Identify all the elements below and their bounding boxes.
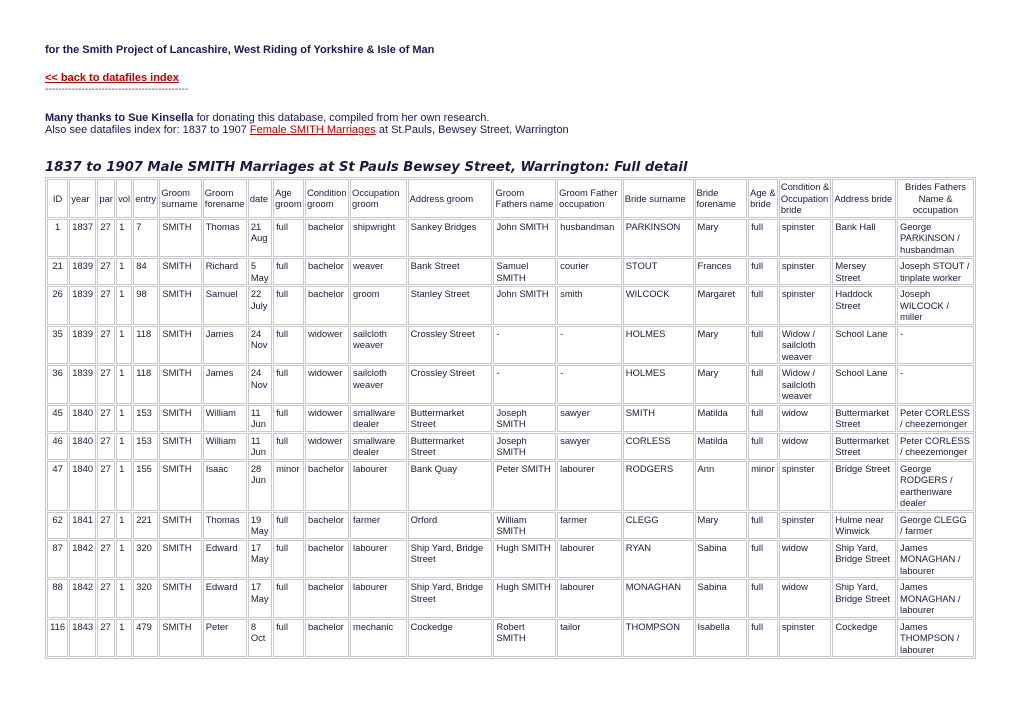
- cell-entry: 153: [133, 433, 158, 460]
- cell-entry: 155: [133, 461, 158, 511]
- cell-entry: 479: [133, 619, 158, 658]
- cell-groom-father-occupation: -: [557, 365, 622, 404]
- table-row: [47, 326, 974, 365]
- cell-id: 1: [47, 219, 68, 258]
- cell-par: 27: [97, 365, 115, 404]
- cell-bride-forename: Sabina: [695, 540, 748, 579]
- cell-groom-fathers-name: Robert SMITH: [493, 619, 556, 658]
- col-condition-groom: Condition groom: [305, 179, 349, 218]
- cell-year: 1840: [69, 461, 96, 511]
- cell-bride-surname: PARKINSON: [623, 219, 694, 258]
- cell-groom-forename: William: [203, 405, 247, 432]
- cell-entry: 153: [133, 405, 158, 432]
- cell-address-groom: Orford: [408, 512, 493, 539]
- cell-date: 5 May: [248, 258, 272, 285]
- cell-condition-groom: bachelor: [305, 219, 349, 258]
- cell-age-groom: full: [273, 619, 304, 658]
- cell-bride-forename: Mary: [695, 219, 748, 258]
- marriages-table: [45, 177, 976, 659]
- cell-occupation-groom: sailcloth weaver: [350, 365, 407, 404]
- divider-rule: -------------------------------------------: [45, 84, 189, 95]
- cell-occupation-groom: smallware dealer: [350, 433, 407, 460]
- cell-groom-surname: SMITH: [159, 619, 201, 658]
- cell-groom-father-occupation: husbandman: [557, 219, 622, 258]
- cell-year: 1839: [69, 286, 96, 325]
- cell-vol: 1: [116, 258, 132, 285]
- cell-condition-groom: bachelor: [305, 619, 349, 658]
- cell-id: 47: [47, 461, 68, 511]
- cell-bride-surname: RYAN: [623, 540, 694, 579]
- cell-groom-surname: SMITH: [159, 579, 201, 618]
- cell-condition-bride: spinster: [779, 512, 832, 539]
- cell-bride-forename: Sabina: [695, 579, 748, 618]
- cell-groom-father-occupation: sawyer: [557, 433, 622, 460]
- cell-par: 27: [97, 619, 115, 658]
- cell-brides-father: James MONAGHAN / labourer: [897, 540, 974, 579]
- thanks-name: Many thanks to Sue Kinsella: [45, 112, 194, 124]
- col-brides-father: Brides Fathers Name & occupation: [897, 179, 974, 218]
- cell-brides-father: Joseph STOUT / tinplate worker: [897, 258, 974, 285]
- cell-groom-father-occupation: smith: [557, 286, 622, 325]
- cell-age-bride: full: [748, 540, 778, 579]
- cell-groom-forename: Edward: [203, 579, 247, 618]
- cell-age-bride: full: [748, 579, 778, 618]
- cell-year: 1837: [69, 219, 96, 258]
- cell-vol: 1: [116, 433, 132, 460]
- cell-id: 88: [47, 579, 68, 618]
- cell-id: 26: [47, 286, 68, 325]
- cell-groom-forename: Peter: [203, 619, 247, 658]
- col-year: year: [69, 179, 96, 218]
- page-title: 1837 to 1907 Male SMITH Marriages at St Pauls Bewsey Street, Warrington: Full detail: [45, 160, 688, 175]
- col-date: date: [248, 179, 272, 218]
- cell-vol: 1: [116, 365, 132, 404]
- cell-occupation-groom: labourer: [350, 579, 407, 618]
- cell-condition-bride: widow: [779, 433, 832, 460]
- cell-condition-bride: widow: [779, 540, 832, 579]
- cell-entry: 118: [133, 365, 158, 404]
- cell-groom-forename: William: [203, 433, 247, 460]
- cell-vol: 1: [116, 405, 132, 432]
- table-row: [47, 461, 974, 511]
- cell-groom-surname: SMITH: [159, 461, 201, 511]
- cell-brides-father: James THOMPSON / labourer: [897, 619, 974, 658]
- cell-vol: 1: [116, 286, 132, 325]
- cell-groom-surname: SMITH: [159, 219, 201, 258]
- cell-age-bride: full: [748, 619, 778, 658]
- cell-address-bride: Cockedge: [832, 619, 896, 658]
- cell-id: 35: [47, 326, 68, 365]
- cell-date: 11 Jun: [248, 405, 272, 432]
- cell-age-groom: full: [273, 326, 304, 365]
- header-row: [47, 179, 974, 218]
- col-condition-bride: Condition & Occupation bride: [779, 179, 832, 218]
- cell-address-bride: Mersey Street: [832, 258, 896, 285]
- cell-condition-bride: spinster: [779, 258, 832, 285]
- table-row: [47, 512, 974, 539]
- table-row: [47, 258, 974, 285]
- cell-age-bride: full: [748, 258, 778, 285]
- col-age-bride: Age & bride: [748, 179, 778, 218]
- cell-par: 27: [97, 258, 115, 285]
- cell-address-bride: School Lane: [832, 326, 896, 365]
- cell-bride-surname: CLEGG: [623, 512, 694, 539]
- cell-date: 8 Oct: [248, 619, 272, 658]
- cell-address-bride: Buttermarket Street: [832, 433, 896, 460]
- cell-address-groom: Buttermarket Street: [408, 433, 493, 460]
- cell-address-groom: Cockedge: [408, 619, 493, 658]
- cell-bride-surname: SMITH: [623, 405, 694, 432]
- cell-bride-surname: RODGERS: [623, 461, 694, 511]
- cell-entry: 118: [133, 326, 158, 365]
- cell-vol: 1: [116, 512, 132, 539]
- cell-age-groom: full: [273, 540, 304, 579]
- cell-age-bride: full: [748, 405, 778, 432]
- cell-occupation-groom: weaver: [350, 258, 407, 285]
- cell-groom-forename: Richard: [203, 258, 247, 285]
- cell-occupation-groom: mechanic: [350, 619, 407, 658]
- col-vol: vol: [116, 179, 132, 218]
- cell-condition-bride: Widow / sailcloth weaver: [779, 326, 832, 365]
- cell-date: 11 Jun: [248, 433, 272, 460]
- cell-occupation-groom: smallware dealer: [350, 405, 407, 432]
- cell-address-groom: Ship Yard, Bridge Street: [408, 540, 493, 579]
- col-entry: entry: [133, 179, 158, 218]
- cell-id: 116: [47, 619, 68, 658]
- cell-date: 22 July: [248, 286, 272, 325]
- cell-entry: 84: [133, 258, 158, 285]
- cell-condition-bride: spinster: [779, 619, 832, 658]
- cell-groom-forename: James: [203, 326, 247, 365]
- cell-groom-forename: Isaac: [203, 461, 247, 511]
- cell-address-groom: Crossley Street: [408, 365, 493, 404]
- table-row: [47, 405, 974, 432]
- cell-par: 27: [97, 540, 115, 579]
- cell-vol: 1: [116, 579, 132, 618]
- cell-groom-surname: SMITH: [159, 258, 201, 285]
- cell-year: 1839: [69, 258, 96, 285]
- cell-date: 28 Jun: [248, 461, 272, 511]
- cell-par: 27: [97, 405, 115, 432]
- cell-groom-father-occupation: tailor: [557, 619, 622, 658]
- cell-age-bride: full: [748, 286, 778, 325]
- col-groom-forename: Groom forename: [203, 179, 247, 218]
- cell-address-bride: Hulme near Winwick: [832, 512, 896, 539]
- cell-age-groom: full: [273, 258, 304, 285]
- cell-address-groom: Crossley Street: [408, 326, 493, 365]
- cell-groom-surname: SMITH: [159, 326, 201, 365]
- cell-id: 87: [47, 540, 68, 579]
- cell-groom-fathers-name: John SMITH: [493, 286, 556, 325]
- cell-groom-forename: Thomas: [203, 512, 247, 539]
- cell-groom-surname: SMITH: [159, 365, 201, 404]
- cell-groom-surname: SMITH: [159, 433, 201, 460]
- col-address-bride: Address bride: [832, 179, 896, 218]
- cell-year: 1839: [69, 365, 96, 404]
- cell-bride-forename: Margaret: [695, 286, 748, 325]
- cell-vol: 1: [116, 619, 132, 658]
- cell-vol: 1: [116, 326, 132, 365]
- col-groom-surname: Groom surname: [159, 179, 201, 218]
- cell-groom-forename: James: [203, 365, 247, 404]
- col-id: ID: [47, 179, 68, 218]
- back-to-datafiles-link[interactable]: << back to datafiles index: [45, 72, 179, 84]
- cell-bride-surname: WILCOCK: [623, 286, 694, 325]
- cell-condition-groom: bachelor: [305, 579, 349, 618]
- cell-groom-fathers-name: Joseph SMITH: [493, 405, 556, 432]
- cell-address-bride: Ship Yard, Bridge Street: [832, 540, 896, 579]
- cell-brides-father: James MONAGHAN / labourer: [897, 579, 974, 618]
- cell-bride-forename: Matilda: [695, 405, 748, 432]
- cell-condition-groom: bachelor: [305, 286, 349, 325]
- cell-age-bride: full: [748, 512, 778, 539]
- thanks-text: for donating this database, compiled from her own research.: [193, 112, 490, 124]
- cell-brides-father: -: [897, 326, 974, 365]
- cell-groom-father-occupation: labourer: [557, 461, 622, 511]
- cell-entry: 98: [133, 286, 158, 325]
- table-row: [47, 540, 974, 579]
- cell-par: 27: [97, 512, 115, 539]
- cell-brides-father: -: [897, 365, 974, 404]
- female-marriages-link[interactable]: Female SMITH Marriages: [249, 124, 376, 136]
- cell-condition-groom: bachelor: [305, 540, 349, 579]
- cell-date: 17 May: [248, 579, 272, 618]
- table-row: [47, 365, 974, 404]
- col-occupation-groom: Occupation groom: [350, 179, 407, 218]
- cell-groom-fathers-name: Samuel SMITH: [493, 258, 556, 285]
- cell-date: 21 Aug: [248, 219, 272, 258]
- cell-occupation-groom: labourer: [350, 461, 407, 511]
- cell-groom-fathers-name: Peter SMITH: [493, 461, 556, 511]
- cell-age-groom: full: [273, 286, 304, 325]
- table-row: [47, 619, 974, 658]
- cell-bride-surname: MONAGHAN: [623, 579, 694, 618]
- cell-groom-father-occupation: courier: [557, 258, 622, 285]
- cell-age-groom: full: [273, 433, 304, 460]
- cell-age-bride: full: [748, 326, 778, 365]
- cell-groom-father-occupation: sawyer: [557, 405, 622, 432]
- thanks-line: [45, 112, 489, 124]
- cell-condition-groom: widower: [305, 365, 349, 404]
- cell-bride-forename: Mary: [695, 512, 748, 539]
- cell-brides-father: George RODGERS / earthenware dealer: [897, 461, 974, 511]
- cell-id: 36: [47, 365, 68, 404]
- cell-brides-father: Peter CORLESS / cheezemonger: [897, 405, 974, 432]
- cell-occupation-groom: farmer: [350, 512, 407, 539]
- cell-year: 1840: [69, 405, 96, 432]
- cell-condition-bride: spinster: [779, 219, 832, 258]
- cell-bride-surname: CORLESS: [623, 433, 694, 460]
- cell-bride-forename: Frances: [695, 258, 748, 285]
- col-age-groom: Age groom: [273, 179, 304, 218]
- cell-id: 62: [47, 512, 68, 539]
- cell-address-groom: Stanley Street: [408, 286, 493, 325]
- also-see-line: [45, 124, 569, 136]
- cell-address-bride: Ship Yard, Bridge Street: [832, 579, 896, 618]
- col-groom-fathers-name: Groom Fathers name: [493, 179, 556, 218]
- cell-year: 1842: [69, 579, 96, 618]
- cell-entry: 320: [133, 579, 158, 618]
- cell-entry: 320: [133, 540, 158, 579]
- col-bride-surname: Bride surname: [623, 179, 694, 218]
- cell-par: 27: [97, 461, 115, 511]
- cell-address-groom: Bank Quay: [408, 461, 493, 511]
- cell-id: 46: [47, 433, 68, 460]
- cell-condition-groom: widower: [305, 433, 349, 460]
- cell-occupation-groom: shipwright: [350, 219, 407, 258]
- cell-brides-father: Peter CORLESS / cheezemonger: [897, 433, 974, 460]
- cell-bride-surname: HOLMES: [623, 326, 694, 365]
- cell-condition-bride: Widow / sailcloth weaver: [779, 365, 832, 404]
- cell-condition-groom: bachelor: [305, 512, 349, 539]
- cell-entry: 221: [133, 512, 158, 539]
- cell-vol: 1: [116, 461, 132, 511]
- cell-groom-fathers-name: -: [493, 365, 556, 404]
- cell-condition-groom: widower: [305, 405, 349, 432]
- cell-bride-forename: Ann: [695, 461, 748, 511]
- cell-age-groom: full: [273, 512, 304, 539]
- cell-vol: 1: [116, 219, 132, 258]
- cell-address-groom: Bank Street: [408, 258, 493, 285]
- cell-year: 1840: [69, 433, 96, 460]
- cell-bride-surname: STOUT: [623, 258, 694, 285]
- col-groom-father-occupation: Groom Father occupation: [557, 179, 622, 218]
- cell-groom-fathers-name: John SMITH: [493, 219, 556, 258]
- cell-par: 27: [97, 286, 115, 325]
- cell-brides-father: George PARKINSON / husbandman: [897, 219, 974, 258]
- cell-groom-fathers-name: -: [493, 326, 556, 365]
- cell-bride-forename: Mary: [695, 326, 748, 365]
- cell-date: 24 Nov: [248, 326, 272, 365]
- cell-vol: 1: [116, 540, 132, 579]
- cell-condition-groom: bachelor: [305, 461, 349, 511]
- also-suffix: at St.Pauls, Bewsey Street, Warrington: [375, 124, 569, 136]
- cell-address-bride: Bank Hall: [832, 219, 896, 258]
- cell-condition-groom: widower: [305, 326, 349, 365]
- cell-groom-fathers-name: William SMITH: [493, 512, 556, 539]
- cell-address-groom: Ship Yard, Bridge Street: [408, 579, 493, 618]
- cell-groom-fathers-name: Hugh SMITH: [493, 540, 556, 579]
- cell-groom-fathers-name: Hugh SMITH: [493, 579, 556, 618]
- cell-condition-bride: spinster: [779, 286, 832, 325]
- cell-par: 27: [97, 433, 115, 460]
- table-row: [47, 219, 974, 258]
- cell-condition-bride: widow: [779, 579, 832, 618]
- cell-id: 45: [47, 405, 68, 432]
- cell-groom-forename: Thomas: [203, 219, 247, 258]
- cell-year: 1843: [69, 619, 96, 658]
- cell-age-bride: full: [748, 219, 778, 258]
- cell-address-bride: Buttermarket Street: [832, 405, 896, 432]
- cell-age-bride: full: [748, 365, 778, 404]
- also-prefix: Also see datafiles index for: 1837 to 1907: [45, 124, 250, 136]
- cell-groom-surname: SMITH: [159, 286, 201, 325]
- table-row: [47, 433, 974, 460]
- cell-date: 17 May: [248, 540, 272, 579]
- cell-par: 27: [97, 579, 115, 618]
- cell-age-groom: full: [273, 219, 304, 258]
- cell-condition-bride: widow: [779, 405, 832, 432]
- cell-bride-surname: THOMPSON: [623, 619, 694, 658]
- table-row: [47, 286, 974, 325]
- cell-groom-father-occupation: labourer: [557, 579, 622, 618]
- table-body: [47, 219, 974, 658]
- cell-age-groom: full: [273, 365, 304, 404]
- cell-address-bride: School Lane: [832, 365, 896, 404]
- cell-id: 21: [47, 258, 68, 285]
- cell-year: 1842: [69, 540, 96, 579]
- cell-date: 24 Nov: [248, 365, 272, 404]
- cell-address-groom: Sankey Bridges: [408, 219, 493, 258]
- cell-bride-forename: Mary: [695, 365, 748, 404]
- cell-par: 27: [97, 326, 115, 365]
- cell-groom-surname: SMITH: [159, 405, 201, 432]
- cell-brides-father: George CLEGG / farmer: [897, 512, 974, 539]
- cell-year: 1841: [69, 512, 96, 539]
- cell-condition-groom: bachelor: [305, 258, 349, 285]
- cell-groom-forename: Edward: [203, 540, 247, 579]
- cell-occupation-groom: sailcloth weaver: [350, 326, 407, 365]
- cell-condition-bride: spinster: [779, 461, 832, 511]
- cell-groom-surname: SMITH: [159, 540, 201, 579]
- cell-age-groom: full: [273, 579, 304, 618]
- cell-groom-fathers-name: Joseph SMITH: [493, 433, 556, 460]
- cell-address-groom: Buttermarket Street: [408, 405, 493, 432]
- cell-groom-father-occupation: labourer: [557, 540, 622, 579]
- project-line: for the Smith Project of Lancashire, West Riding of Yorkshire & Isle of Man: [45, 44, 435, 56]
- cell-occupation-groom: labourer: [350, 540, 407, 579]
- cell-address-bride: Bridge Street: [832, 461, 896, 511]
- cell-age-bride: full: [748, 433, 778, 460]
- cell-bride-forename: Isabella: [695, 619, 748, 658]
- col-address-groom: Address groom: [408, 179, 493, 218]
- cell-age-groom: full: [273, 405, 304, 432]
- cell-age-bride: minor: [748, 461, 778, 511]
- cell-groom-surname: SMITH: [159, 512, 201, 539]
- cell-brides-father: Joseph WILCOCK / miller: [897, 286, 974, 325]
- col-bride-forename: Bride forename: [695, 179, 748, 218]
- cell-par: 27: [97, 219, 115, 258]
- cell-occupation-groom: groom: [350, 286, 407, 325]
- cell-date: 19 May: [248, 512, 272, 539]
- cell-address-bride: Haddock Street: [832, 286, 896, 325]
- cell-age-groom: minor: [273, 461, 304, 511]
- cell-entry: 7: [133, 219, 158, 258]
- col-par: par: [97, 179, 115, 218]
- cell-bride-forename: Matilda: [695, 433, 748, 460]
- cell-groom-forename: Samuel: [203, 286, 247, 325]
- cell-groom-father-occupation: farmer: [557, 512, 622, 539]
- cell-bride-surname: HOLMES: [623, 365, 694, 404]
- cell-groom-father-occupation: -: [557, 326, 622, 365]
- table-row: [47, 579, 974, 618]
- cell-year: 1839: [69, 326, 96, 365]
